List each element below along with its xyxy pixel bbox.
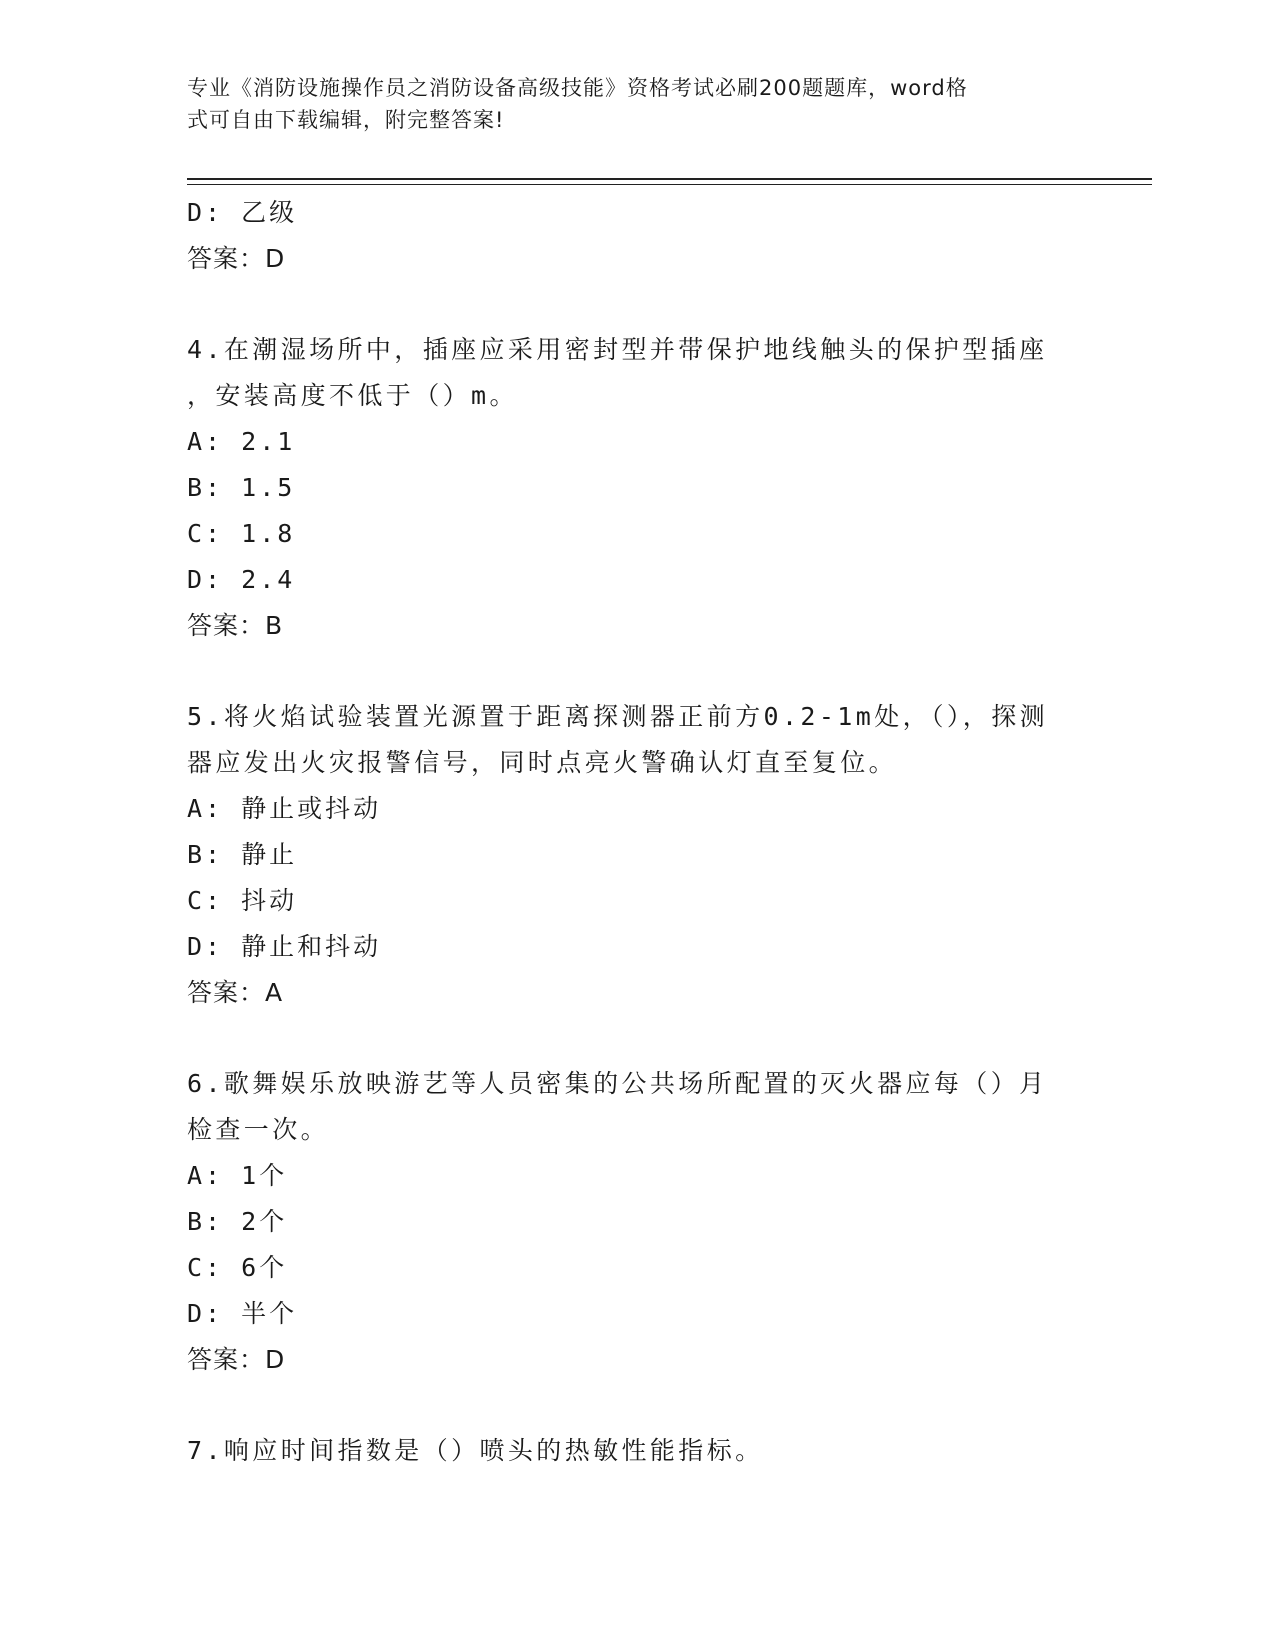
answer: 答案：D bbox=[187, 1345, 286, 1374]
question-4 bbox=[187, 327, 1087, 649]
question-7 bbox=[187, 1428, 1087, 1474]
option-b: B: 1.5 bbox=[187, 473, 296, 502]
option-d: D: 2.4 bbox=[187, 565, 296, 594]
option-a: A: 2.1 bbox=[187, 427, 296, 456]
question-list bbox=[187, 190, 1087, 1474]
question-text: 器应发出火灾报警信号，同时点亮火警确认灯直至复位。 bbox=[187, 748, 898, 777]
option-b: B: 2个 bbox=[187, 1207, 288, 1236]
option-a: A: 静止或抖动 bbox=[187, 794, 382, 823]
option-d: D: 静止和抖动 bbox=[187, 932, 382, 961]
option-b: B: 静止 bbox=[187, 840, 298, 869]
question-text: ，安装高度不低于（）m。 bbox=[187, 381, 518, 410]
option-c: C: 6个 bbox=[187, 1253, 288, 1282]
option-d: D: 半个 bbox=[187, 1299, 298, 1328]
answer: 答案：D bbox=[187, 244, 286, 273]
option-c: C: 1.8 bbox=[187, 519, 296, 548]
question-6 bbox=[187, 1061, 1087, 1383]
header-line-2: 式可自由下载编辑，附完整答案! bbox=[187, 108, 505, 132]
header-divider-thin bbox=[187, 184, 1152, 185]
header-divider-thick bbox=[187, 178, 1152, 180]
question-text: 4.在潮湿场所中，插座应采用密封型并带保护地线触头的保护型插座 bbox=[187, 335, 1048, 364]
question-text: 检查一次。 bbox=[187, 1115, 330, 1144]
option-c: C: 抖动 bbox=[187, 886, 298, 915]
question-text: 5.将火焰试验装置光源置于距离探测器正前方0.2-1m处，（），探测 bbox=[187, 702, 1049, 731]
question-5 bbox=[187, 694, 1087, 1016]
answer: 答案：A bbox=[187, 978, 284, 1007]
answer: 答案：B bbox=[187, 611, 284, 640]
option-a: A: 1个 bbox=[187, 1161, 288, 1190]
option-d: D: 乙级 bbox=[187, 198, 298, 227]
question-text: 7.响应时间指数是（）喷头的热敏性能指标。 bbox=[187, 1436, 764, 1465]
document-header bbox=[187, 72, 1067, 136]
question-text: 6.歌舞娱乐放映游艺等人员密集的公共场所配置的灭火器应每（）月 bbox=[187, 1069, 1048, 1098]
header-line-1: 专业《消防设施操作员之消防设备高级技能》资格考试必刷200题题库，word格 bbox=[187, 76, 968, 100]
